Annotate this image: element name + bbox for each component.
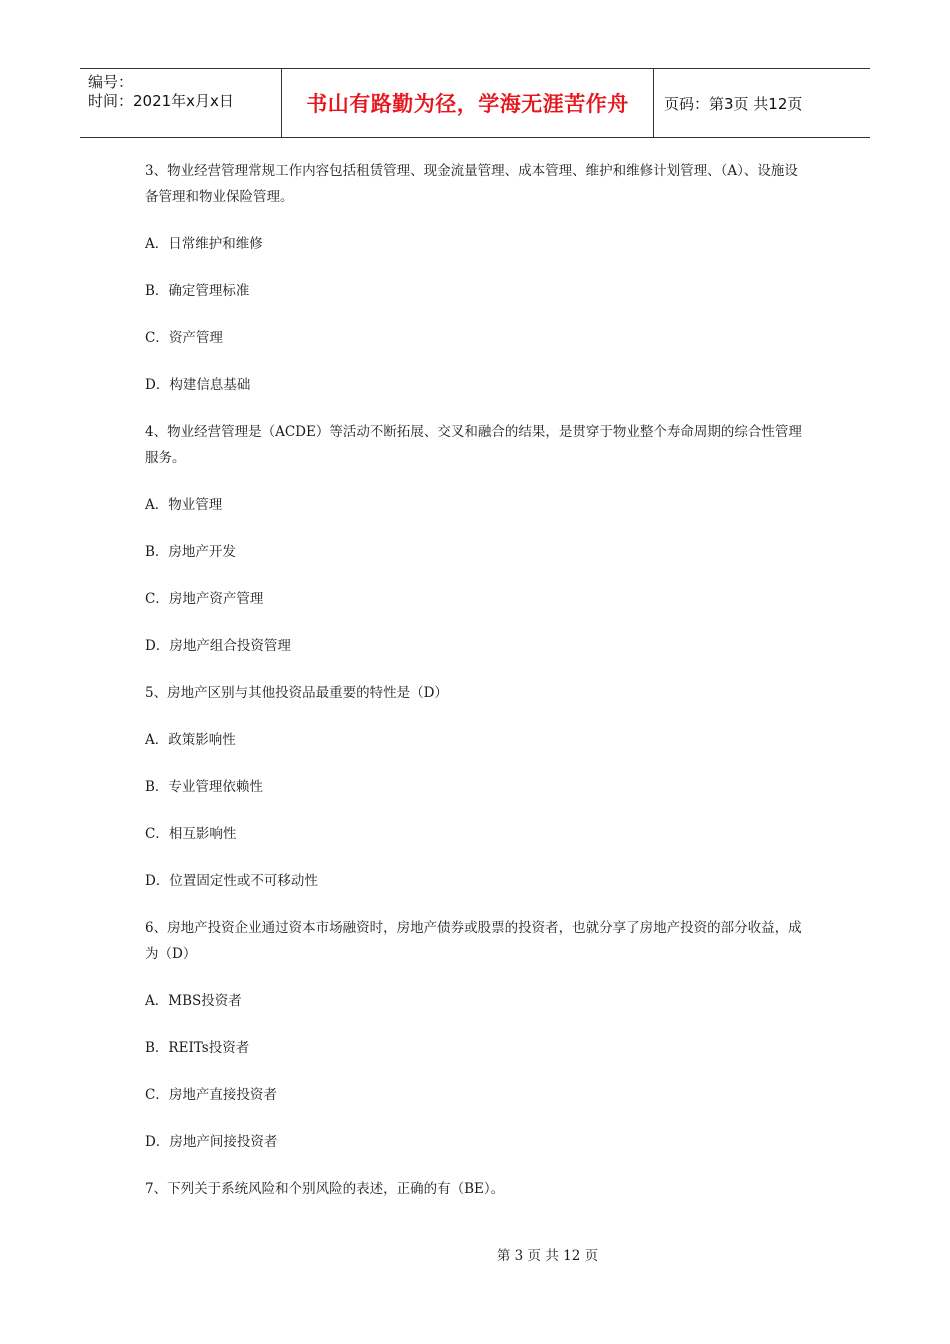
option-c: C．房地产直接投资者	[145, 1087, 277, 1103]
option-a: A．MBS投资者	[145, 993, 242, 1009]
document-code-label: 编号：	[88, 73, 134, 91]
option-b: B．确定管理标准	[145, 283, 250, 299]
question-text: 5、房地产区别与其他投资品最重要的特性是（D）	[145, 685, 448, 701]
option-d: D．构建信息基础	[145, 377, 251, 393]
option-c: C．房地产资产管理	[145, 591, 264, 607]
option-d: D．房地产间接投资者	[145, 1134, 278, 1150]
header-slogan: 书山有路勤为径，学海无涯苦作舟	[282, 69, 654, 137]
page-header	[80, 68, 870, 138]
question-text: 3、物业经营管理常规工作内容包括租赁管理、现金流量管理、成本管理、维护和维修计划管理、（A）、设施设备管理和物业保险管理。	[145, 163, 798, 205]
header-page-info: 页码：第3页 共12页	[664, 94, 803, 113]
question-3	[145, 158, 805, 398]
option-c: C．资产管理	[145, 330, 223, 346]
question-text: 6、房地产投资企业通过资本市场融资时，房地产债券或股票的投资者，也就分享了房地产投资的部分收益，成为（D）	[145, 920, 802, 962]
question-5	[145, 680, 805, 894]
question-6	[145, 915, 805, 1155]
option-c: C．相互影响性	[145, 826, 237, 842]
option-d: D．房地产组合投资管理	[145, 638, 291, 654]
question-text: 7、下列关于系统风险和个别风险的表述，正确的有（BE）。	[145, 1181, 505, 1197]
document-body	[145, 158, 805, 1223]
option-a: A．日常维护和维修	[145, 236, 263, 252]
document-date: 时间：2021年x月x日	[88, 92, 234, 110]
option-b: B．REITs投资者	[145, 1040, 250, 1056]
option-b: B．房地产开发	[145, 544, 236, 560]
question-text: 4、物业经营管理是（ACDE）等活动不断拓展、交叉和融合的结果，是贯穿于物业整个寿命周期的综合性管理服务。	[145, 424, 802, 466]
option-a: A．物业管理	[145, 497, 223, 513]
page-footer: 第 3 页 共 12 页	[496, 1248, 599, 1264]
option-b: B．专业管理依赖性	[145, 779, 263, 795]
question-4	[145, 419, 805, 659]
option-d: D．位置固定性或不可移动性	[145, 873, 318, 889]
option-a: A．政策影响性	[145, 732, 236, 748]
header-meta	[80, 69, 282, 137]
question-7	[145, 1176, 805, 1202]
